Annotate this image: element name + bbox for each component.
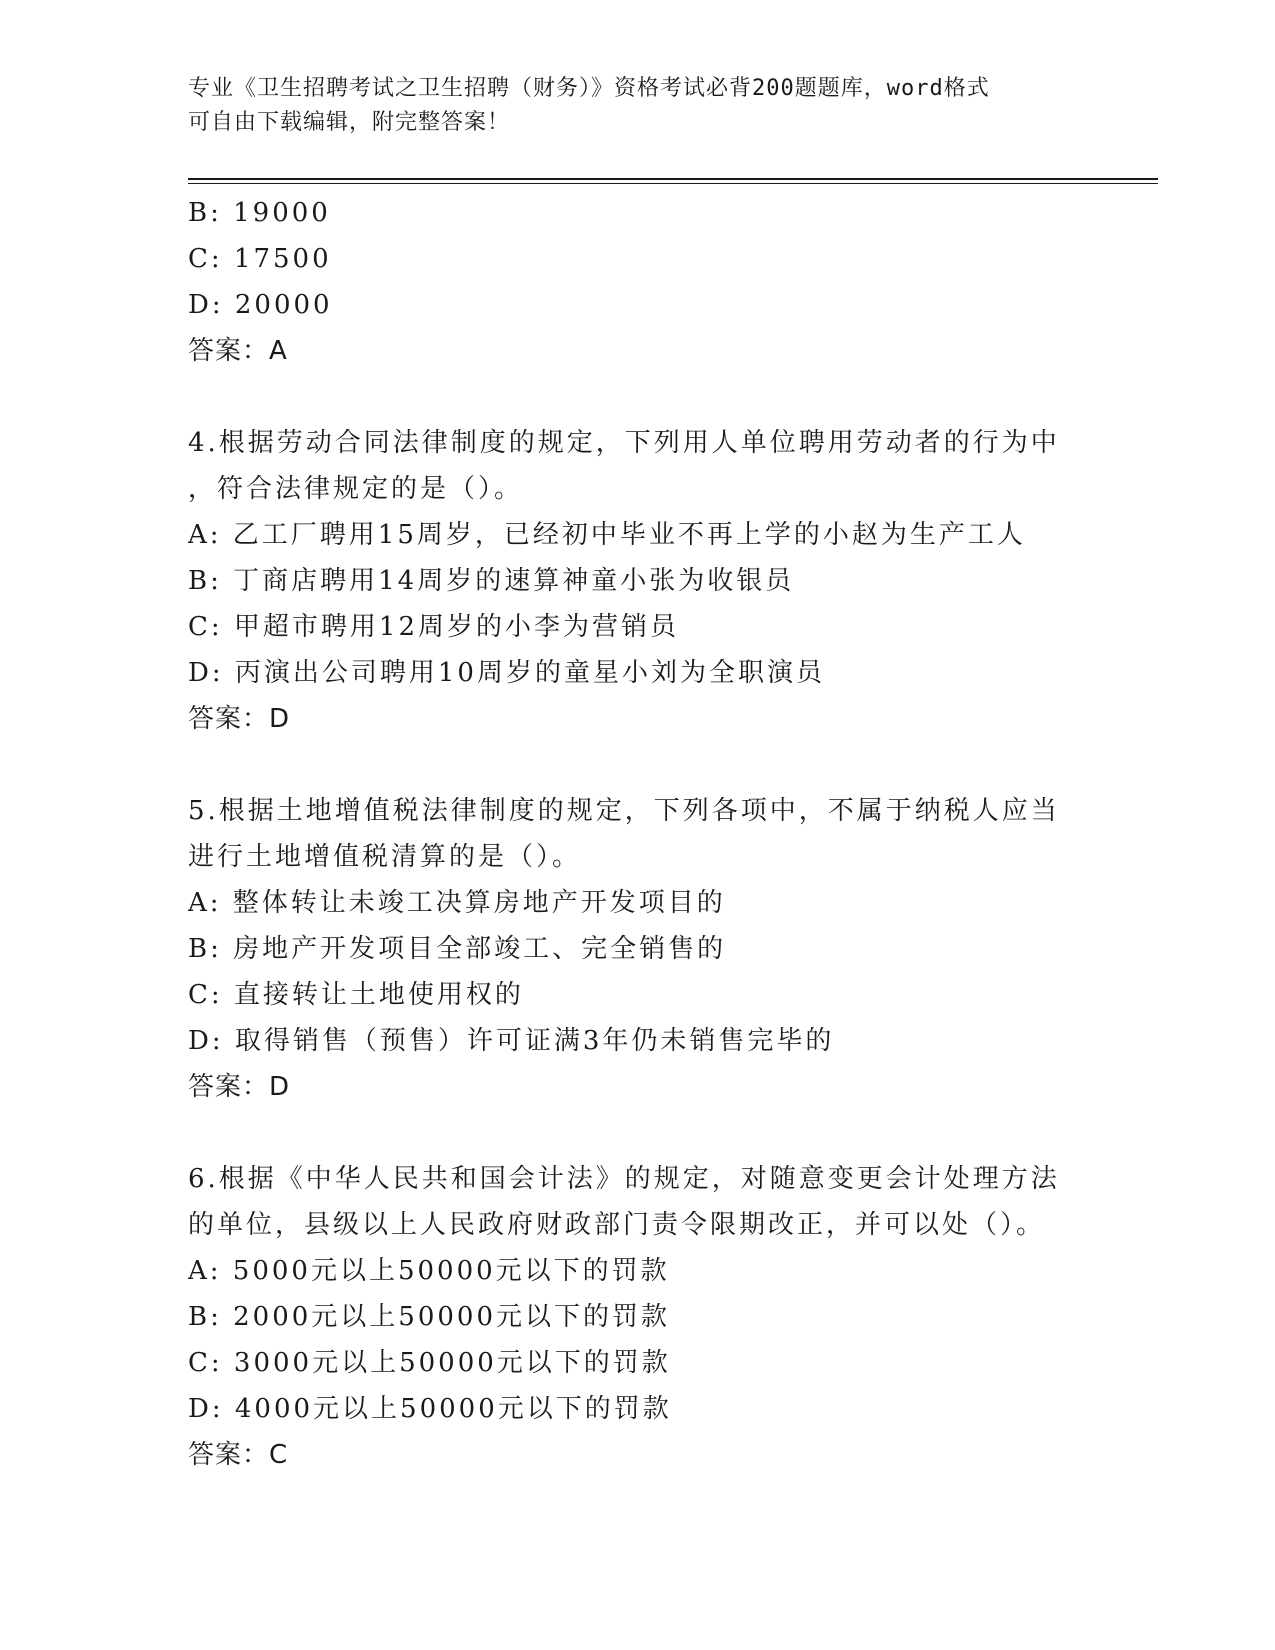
answer-line: 答案：D	[188, 1072, 291, 1102]
option-c: C: 3000元以上50000元以下的罚款	[188, 1348, 671, 1378]
option-b: B: 2000元以上50000元以下的罚款	[188, 1302, 671, 1332]
option-c: C: 17500	[188, 244, 332, 274]
option-d: D: 丙演出公司聘用10周岁的童星小刘为全职演员	[188, 658, 825, 688]
question-6	[188, 1156, 1088, 1478]
document-header	[188, 72, 1068, 140]
option-d: D: 4000元以上50000元以下的罚款	[188, 1394, 672, 1424]
spacer	[188, 742, 1088, 788]
option-c: C: 直接转让土地使用权的	[188, 980, 524, 1010]
header-title-line-1: 专业《卫生招聘考试之卫生招聘（财务）》资格考试必背200题题库，word格式	[188, 76, 990, 101]
question-3-continued	[188, 190, 1088, 374]
question-stem-line-1: 6.根据《中华人民共和国会计法》的规定，对随意变更会计处理方法	[188, 1164, 1060, 1194]
option-b: B: 房地产开发项目全部竣工、完全销售的	[188, 934, 727, 964]
header-divider-thin	[188, 183, 1158, 184]
option-b: B: 丁商店聘用14周岁的速算神童小张为收银员	[188, 566, 795, 596]
option-d: D: 取得销售（预售）许可证满3年仍未销售完毕的	[188, 1026, 835, 1056]
question-stem-line-2: 进行土地增值税清算的是（）。	[188, 842, 582, 872]
header-divider-thick	[188, 178, 1158, 180]
question-stem-line-1: 5.根据土地增值税法律制度的规定，下列各项中，不属于纳税人应当	[188, 796, 1060, 826]
option-b: B: 19000	[188, 198, 331, 228]
answer-line: 答案：D	[188, 704, 291, 734]
spacer	[188, 1110, 1088, 1156]
question-stem-line-2: ，符合法律规定的是（）。	[188, 474, 524, 504]
question-list	[188, 190, 1088, 1478]
option-a: A: 5000元以上50000元以下的罚款	[188, 1256, 670, 1286]
option-a: A: 乙工厂聘用15周岁，已经初中毕业不再上学的小赵为生产工人	[188, 520, 1026, 550]
answer-line: 答案：C	[188, 1440, 289, 1470]
option-d: D: 20000	[188, 290, 333, 320]
spacer	[188, 374, 1088, 420]
question-stem-line-2: 的单位，县级以上人民政府财政部门责令限期改正，并可以处（）。	[188, 1210, 1046, 1240]
option-a: A: 整体转让未竣工决算房地产开发项目的	[188, 888, 726, 918]
answer-line: 答案：A	[188, 336, 288, 366]
option-c: C: 甲超市聘用12周岁的小李为营销员	[188, 612, 680, 642]
question-5	[188, 788, 1088, 1110]
question-4	[188, 420, 1088, 742]
header-title-line-2: 可自由下载编辑，附完整答案！	[188, 110, 511, 135]
question-stem-line-1: 4.根据劳动合同法律制度的规定，下列用人单位聘用劳动者的行为中	[188, 428, 1060, 458]
